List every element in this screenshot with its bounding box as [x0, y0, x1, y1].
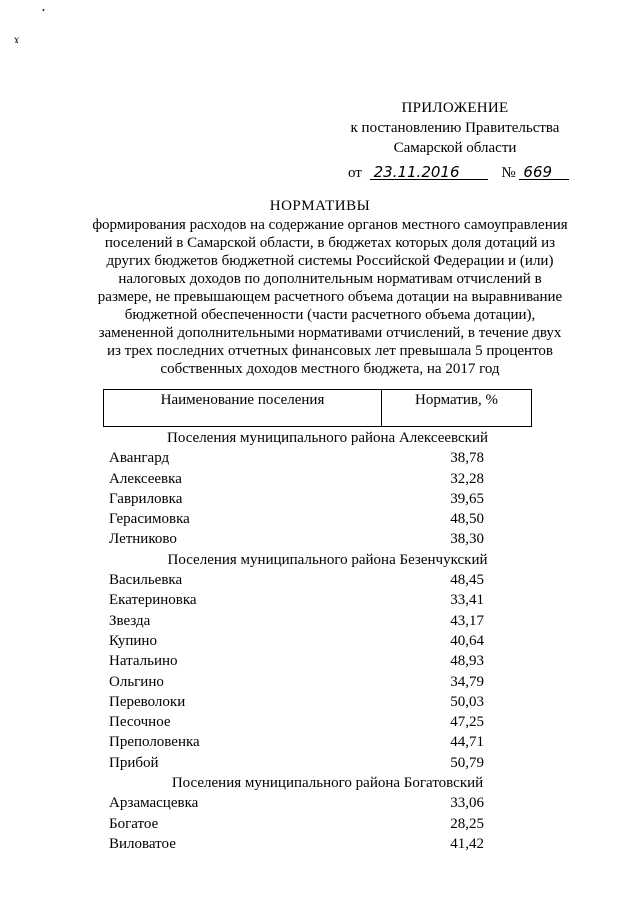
- settlement-name: Васильевка: [109, 572, 183, 589]
- norm-value: 48,93: [450, 653, 484, 670]
- settlement-name: Виловатое: [109, 835, 176, 852]
- settlement-name: Богатое: [109, 815, 159, 832]
- table-row: [103, 631, 532, 651]
- approval-line-1: к постановлению Правительства: [350, 120, 560, 136]
- settlement-name: Преполовенка: [109, 734, 200, 751]
- norm-value: 33,41: [450, 592, 484, 609]
- table-row: [103, 753, 532, 773]
- norm-value: 41,42: [450, 835, 484, 852]
- handwritten-number: 669: [519, 165, 569, 180]
- table-row: [103, 651, 532, 671]
- norm-value: 43,17: [450, 612, 484, 629]
- column-header-name: Наименование поселения: [104, 390, 382, 426]
- table-row: [103, 672, 532, 692]
- norm-value: 38,78: [450, 450, 484, 467]
- section-title: Поселения муниципального района Алексеевский: [166, 430, 488, 446]
- settlement-name: Купино: [109, 632, 157, 649]
- approval-title: ПРИЛОЖЕНИЕ: [401, 100, 509, 116]
- approval-block: [330, 98, 580, 158]
- norm-value: 47,25: [450, 714, 484, 731]
- table-row: [103, 692, 532, 712]
- column-header-value: Норматив, %: [415, 392, 498, 408]
- table-row: [103, 814, 532, 834]
- norm-value: 33,06: [450, 795, 484, 812]
- table-row: [103, 448, 532, 468]
- handwritten-date: 23.11.2016: [370, 165, 488, 180]
- table-row: [103, 529, 532, 549]
- table-row: [103, 712, 532, 732]
- norm-value: 38,30: [450, 531, 484, 548]
- settlement-name: Звезда: [109, 612, 151, 629]
- table-body: [103, 428, 532, 854]
- table-row: [103, 489, 532, 509]
- document-title: НОРМАТИВЫ: [269, 198, 371, 214]
- norm-value: 34,79: [450, 673, 484, 690]
- number-prefix: №: [501, 165, 516, 181]
- date-number-line: [348, 165, 569, 182]
- settlement-name: Алексеевка: [109, 470, 182, 487]
- approval-line-2: Самарской области: [393, 140, 517, 156]
- settlement-name: Гавриловка: [109, 490, 183, 507]
- table-row: [103, 793, 532, 813]
- table-row: [103, 590, 532, 610]
- settlement-name: Герасимовка: [109, 511, 190, 528]
- date-prefix: от: [348, 165, 362, 181]
- table-header: [103, 389, 532, 427]
- table-row: [103, 509, 532, 529]
- scan-mark: ɤ: [14, 32, 20, 46]
- norm-value: 28,25: [450, 815, 484, 832]
- settlement-name: Летниково: [109, 531, 177, 548]
- table-row: [103, 611, 532, 631]
- section-title: Поселения муниципального района Безенчукский: [167, 551, 488, 568]
- settlement-name: Арзамасцевка: [109, 795, 199, 812]
- norm-value: 48,50: [450, 511, 484, 528]
- norm-value: 48,45: [450, 572, 484, 589]
- document-subtitle: формирования расходов на содержание органов местного самоуправления поселений в Самарской области, в бюджетах которых доля дотаций из других бюджетов бюджетной системы Российской Федерации и (или) налоговых доходов по дополнительным нормативам отчислений в размере, не превышающем расчетного объема дотации на выравнивание бюджетной обеспеченности (части расчетного объема дотации), замененной дополнительными нормативами отчислений, в течение двух из трех последних отчетных финансовых лет превышала 5 процентов собственных доходов местного бюджета, на 2017 год: [92, 217, 568, 377]
- settlement-name: Ольгино: [109, 673, 164, 690]
- table-row: [103, 732, 532, 752]
- scan-speck: •: [42, 6, 45, 15]
- table-row: [103, 834, 532, 854]
- settlement-name: Натальино: [109, 653, 178, 670]
- settlement-name: Переволоки: [109, 693, 186, 710]
- settlement-name: Прибой: [109, 754, 159, 771]
- settlement-name: Екатериновка: [109, 592, 197, 609]
- norm-value: 50,03: [450, 693, 484, 710]
- table-row: [103, 570, 532, 590]
- norm-value: 44,71: [450, 734, 484, 751]
- norm-value: 50,79: [450, 754, 484, 771]
- settlement-name: Песочное: [109, 714, 171, 731]
- norm-value: 32,28: [450, 470, 484, 487]
- table-row: [103, 469, 532, 489]
- norm-value: 40,64: [450, 632, 484, 649]
- settlement-name: Авангард: [109, 450, 170, 467]
- norm-value: 39,65: [450, 490, 484, 507]
- section-title: Поселения муниципального района Богатовский: [171, 775, 484, 792]
